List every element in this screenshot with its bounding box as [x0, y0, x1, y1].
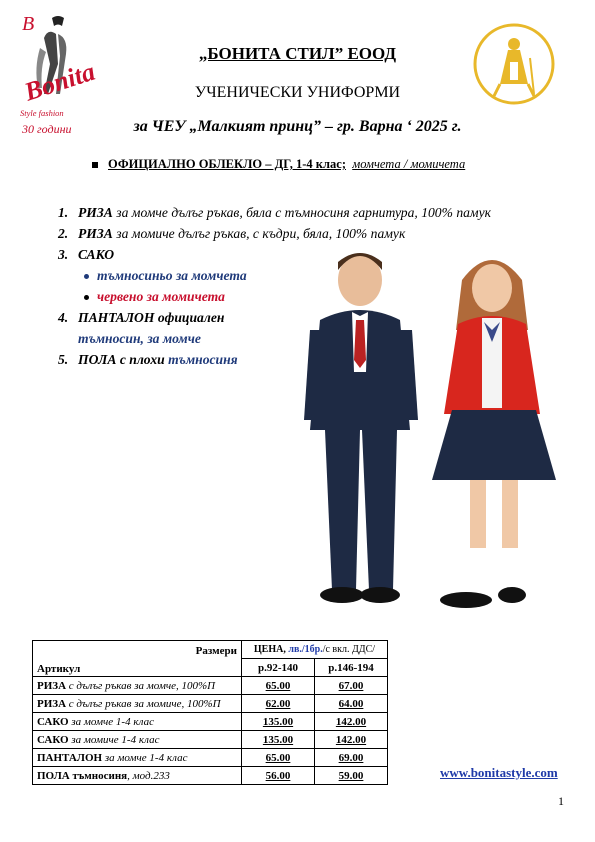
item-name: ПОЛА с плохи	[78, 352, 169, 367]
item-number: 3.	[58, 247, 69, 262]
table-corner-header	[33, 641, 242, 677]
item-desc: за момче дълъг ръкав, бяла с тъмносиня гарнитура, 100% памук	[112, 205, 491, 220]
row-name: РИЗА	[37, 679, 67, 692]
subitem-text: червено за момичета	[97, 289, 225, 304]
item-name: РИЗА	[78, 205, 113, 220]
section-sub: момчета / момичета	[352, 157, 466, 171]
item-number: 4.	[58, 310, 69, 325]
price-cell: 142.00	[315, 713, 388, 731]
price-cell: 135.00	[242, 713, 315, 731]
bullet-dot-icon	[84, 295, 89, 300]
price-cell: 67.00	[315, 677, 388, 695]
table-row	[33, 749, 388, 767]
price-header	[242, 641, 388, 659]
table-row	[33, 767, 388, 785]
row-name: САКО	[37, 715, 69, 728]
uniform-photo	[270, 250, 580, 620]
table-row	[33, 713, 388, 731]
price-cell: 62.00	[242, 695, 315, 713]
item-color: тъмносиня	[168, 352, 238, 367]
item-desc: за момиче дълъг ръкав, с къдри, бяла, 100% памук	[112, 226, 406, 241]
logo-tagline: Style fashion	[20, 108, 64, 118]
row-desc: за момиче 1-4 клас	[68, 733, 160, 746]
table-row	[33, 695, 388, 713]
table-row	[33, 731, 388, 749]
item-number: 5.	[58, 352, 69, 367]
row-name: ПОЛА тъмносиня	[37, 769, 128, 782]
section-heading	[92, 157, 465, 172]
logo-years: 30 години	[22, 122, 72, 136]
price-cell: 56.00	[242, 767, 315, 785]
row-desc: , мод.233	[127, 769, 170, 782]
svg-text:Bonita: Bonita	[20, 56, 96, 107]
subitem-text: тъмносиньо за момчета	[97, 268, 247, 283]
svg-text:B: B	[22, 13, 35, 35]
sizes-header: Размери	[195, 645, 237, 657]
school-line: за ЧЕУ „Малкият принц” – гр. Варна ‘ 2025 г.	[133, 118, 462, 135]
list-item	[58, 202, 588, 223]
bullet-icon	[92, 162, 98, 168]
price-cell: 65.00	[242, 749, 315, 767]
price-cell: 64.00	[315, 695, 388, 713]
list-item	[58, 223, 588, 244]
table-row	[33, 677, 388, 695]
price-cell: 65.00	[242, 677, 315, 695]
item-name: САКО	[78, 247, 115, 262]
item-number: 2.	[58, 226, 69, 241]
row-desc: с дълъг ръкав за момче, 100%П	[66, 679, 216, 692]
item-number: 1.	[58, 205, 69, 220]
item-name: РИЗА	[78, 226, 113, 241]
document-subtitle: УЧЕНИЧЕСКИ УНИФОРМИ	[194, 84, 401, 101]
price-table	[32, 640, 388, 785]
row-desc: за момче 1-4 клас	[102, 751, 188, 764]
size-col-2: р.146-194	[315, 659, 388, 677]
price-header-b: лв./1бр.	[288, 644, 323, 655]
price-header-a: ЦЕНА,	[253, 644, 286, 655]
price-cell: 135.00	[242, 731, 315, 749]
price-cell: 142.00	[315, 731, 388, 749]
item-desc: тъмносин, за момче	[78, 331, 201, 346]
row-name: САКО	[37, 733, 69, 746]
row-desc: с дълъг ръкав за момиче, 100%П	[66, 697, 221, 710]
item-name: ПАНТАЛОН официален	[78, 310, 225, 325]
section-main: ОФИЦИАЛНО ОБЛЕКЛО – ДГ, 1-4 клас;	[108, 157, 346, 171]
row-name: РИЗА	[37, 697, 67, 710]
row-desc: за момче 1-4 клас	[68, 715, 154, 728]
size-col-1: р.92-140	[242, 659, 315, 677]
article-header: Артикул	[37, 663, 81, 675]
row-name: ПАНТАЛОН	[37, 751, 103, 764]
page-number: 1	[558, 794, 564, 808]
price-cell: 59.00	[315, 767, 388, 785]
price-header-c: /с вкл. ДДС/	[322, 644, 376, 655]
price-cell: 69.00	[315, 749, 388, 767]
website-link[interactable]: www.bonitastyle.com	[440, 765, 558, 780]
company-name: „БОНИТА СТИЛ” ЕООД	[198, 44, 397, 63]
bullet-dot-icon	[84, 274, 89, 279]
